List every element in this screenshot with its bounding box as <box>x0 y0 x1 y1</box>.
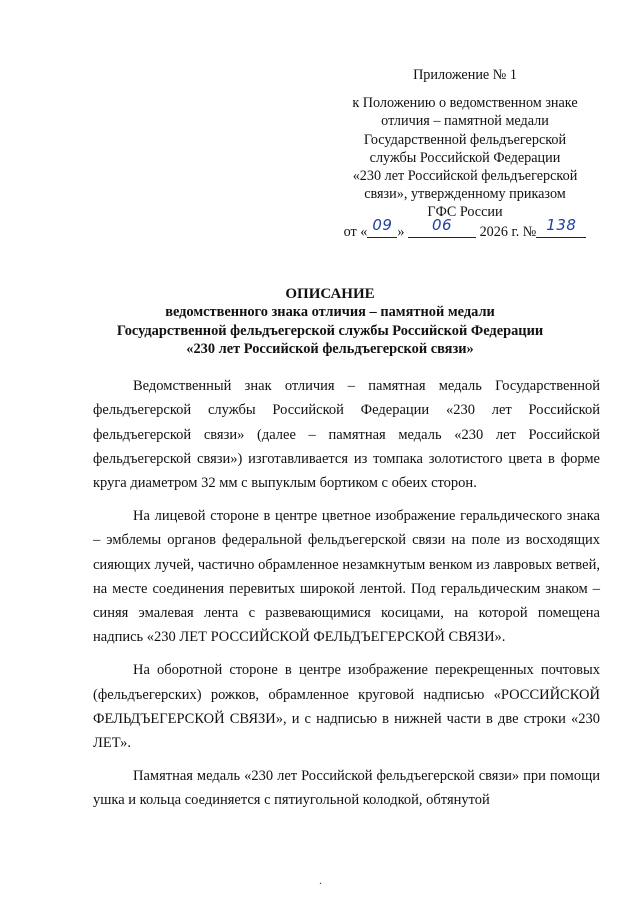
title-line: ведомственного знака отличия – памятной медали <box>165 304 495 321</box>
month-blank <box>408 215 476 238</box>
order-year-text: 2026 г. № <box>479 223 537 240</box>
appendix-line: ГФС России <box>427 204 503 221</box>
day-blank <box>367 215 397 238</box>
order-date-line <box>330 215 600 241</box>
appendix-title: Приложение № 1 <box>413 67 517 83</box>
body-paragraph: Памятная медаль «230 лет Российской фельдъегерской связи» при помощи ушка и кольца соединяется с пятиугольной колодкой, обтянутой <box>93 767 600 809</box>
document-body <box>93 374 600 821</box>
document-title-block <box>60 285 600 359</box>
number-blank <box>536 215 586 238</box>
order-prefix: от « <box>343 223 368 240</box>
document-heading: ОПИСАНИЕ <box>285 286 375 302</box>
appendix-line: к Положению о ведомственном знаке <box>352 95 578 112</box>
title-line: Государственной фельдъегерской службы Российской Федерации <box>116 322 544 339</box>
appendix-line: службы Российской Федерации <box>369 149 561 166</box>
handwritten-number: 138 <box>546 215 577 234</box>
handwritten-month: 06 <box>431 215 453 234</box>
body-paragraph: На лицевой стороне в центре цветное изображение геральдического знака – эмблемы органов федеральной фельдъегерской связи на поле из восходящих сияющих лучей, частично обрамленное незамкнутым венком из лавровых ветвей, на месте соединения перевитых широкой лентой. Под геральдическим знаком – синяя эмалевая лента с развевающимися косицами, на которой помещена надпись «230 ЛЕТ РОССИЙСКОЙ ФЕЛЬДЪЕГЕРСКОЙ СВЯЗИ». <box>93 507 600 646</box>
appendix-line: «230 лет Российской фельдъегерской <box>352 168 578 185</box>
appendix-line: связи», утвержденному приказом <box>364 186 566 203</box>
handwritten-day: 09 <box>372 215 393 234</box>
appendix-line: отличия – памятной медали <box>381 113 549 130</box>
appendix-line: Государственной фельдъегерской <box>363 131 567 148</box>
page-footer-mark: . <box>319 873 322 887</box>
order-quote-close: » <box>397 223 405 240</box>
appendix-header <box>330 66 600 241</box>
body-paragraph: Ведомственный знак отличия – памятная медаль Государственной фельдъегерской службы Российской Федерации «230 лет Российской фельдъегерской связи» (далее – памятная медаль «230 лет Российской фельдъегерской связи») изготавливается из томпака золотистого цвета в форме круга диаметром 32 мм с выпуклым бортиком с обеих сторон. <box>93 378 600 492</box>
title-line: «230 лет Российской фельдъегерской связи» <box>186 341 474 358</box>
body-paragraph: На оборотной стороне в центре изображение перекрещенных почтовых (фельдъегерских) рожков, обрамленное круговой надписью «РОССИЙСКОЙ ФЕЛЬДЪЕГЕРСКОЙ СВЯЗИ», и с надписью в нижней части в две строки «230 ЛЕТ». <box>93 662 600 752</box>
